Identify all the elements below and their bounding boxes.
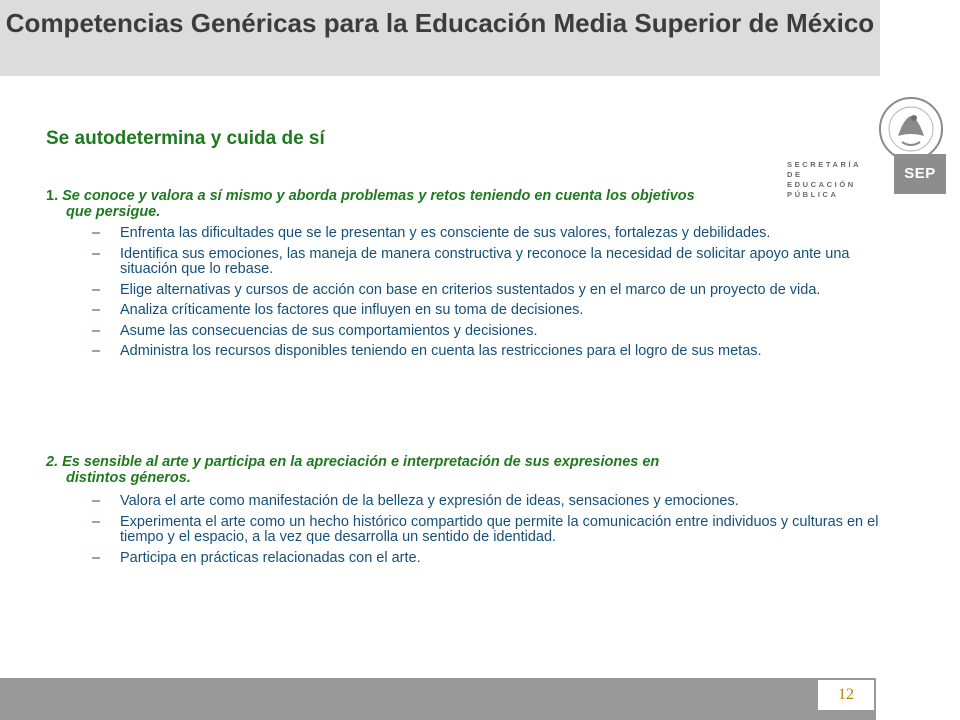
dash: – [92,322,101,339]
attribute-text: Analiza críticamente los factores que influyen en su toma de decisiones. [120,302,584,318]
list-item [92,515,882,546]
dept-line2: EDUCACIÓN PÚBLICA [787,180,856,199]
dash: – [92,245,101,262]
attribute-text: Participa en prácticas relacionadas con el arte. [120,549,421,566]
list-item [92,303,882,319]
dash: – [92,343,101,359]
dash: – [92,225,101,241]
attribute-text: Identifica sus emociones, las maneja de manera constructiva y reconoce la necesidad de solicitar apoyo ante una situación que lo rebase. [120,245,850,277]
page-number: 12 [818,680,874,710]
competency-2-text-line2: distintos géneros. [66,470,191,486]
slide-title: Competencias Genéricas para la Educación Media Superior de México [5,8,875,38]
dash: – [92,513,101,530]
list-item [92,324,882,340]
competency-1-attributes [92,226,882,365]
competency-1-text-line1: Se conoce y valora a sí mismo y aborda problemas y retos teniendo en cuenta los objetivos [62,188,695,204]
list-item [92,226,882,242]
attribute-text: Administra los recursos disponibles teniendo en cuenta las restricciones para el logro de sus metas. [120,343,762,359]
section-heading: Se autodetermina y cuida de sí [46,128,325,149]
competency-2-attributes [92,494,882,571]
competency-2 [46,454,886,486]
list-item [92,344,882,360]
attribute-text: Asume las consecuencias de sus comportamientos y decisiones. [120,322,538,339]
sep-logo: SEP [894,154,946,194]
competency-1 [46,188,886,220]
competency-1-text-line2: que persigue. [66,204,161,220]
list-item [92,551,882,567]
list-item [92,247,882,278]
dept-line1: SECRETARÍA DE [787,160,861,179]
list-item [92,494,882,510]
competency-2-number: 2. [46,454,59,470]
competency-1-number: 1. [46,188,59,204]
list-item [92,283,882,299]
dash: – [92,281,101,298]
dash: – [92,549,101,566]
attribute-text: Valora el arte como manifestación de la belleza y expresión de ideas, sensaciones y emociones. [120,493,739,509]
mexican-eagle-seal-icon [878,96,944,162]
dash: – [92,302,101,318]
attribute-text: Enfrenta las dificultades que se le presentan y es consciente de sus valores, fortalezas y debilidades. [120,225,771,241]
attribute-text: Elige alternativas y cursos de acción con base en criterios sustentados y en el marco de un proyecto de vida. [120,281,821,298]
competency-2-text-line1: Es sensible al arte y participa en la apreciación e interpretación de sus expresiones en [62,454,660,470]
footer-bar [0,678,876,720]
attribute-text: Experimenta el arte como un hecho histórico compartido que permite la comunicación entre individuos y culturas en el tiempo y el espacio, a la vez que desarrolla un sentido de identidad. [120,513,879,545]
dash: – [92,493,101,509]
